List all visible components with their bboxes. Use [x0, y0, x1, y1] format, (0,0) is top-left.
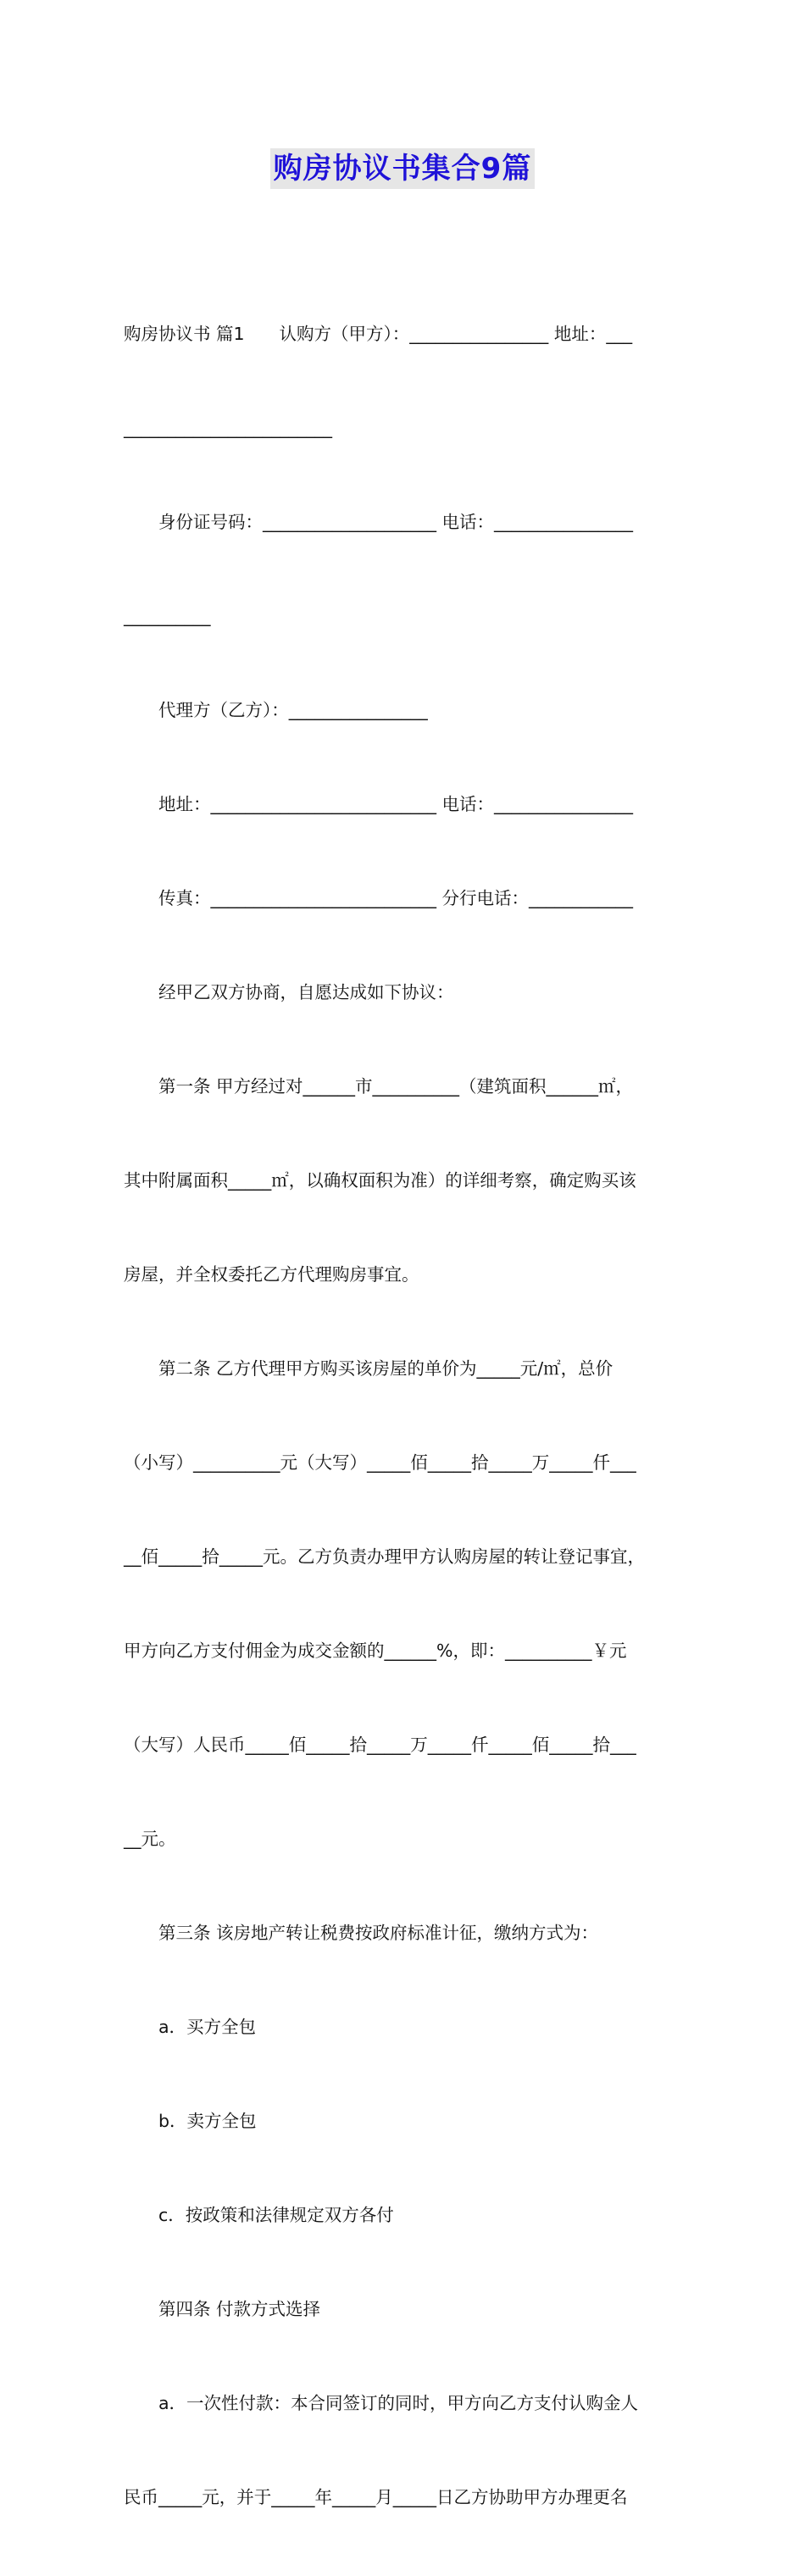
text-line: 甲方向乙方支付佣金为成交金额的______%，即：__________￥元 [124, 1641, 627, 1661]
document-title: 购房协议书集合9篇 [270, 148, 536, 189]
text-line: __佰_____拾_____元。乙方负责办理甲方认购房屋的转让登记事宜， [124, 1546, 645, 1567]
title-container [0, 148, 805, 189]
text-line: c．按政策和法律规定双方各付 [124, 2205, 394, 2225]
text-line: （小写）__________元（大写）_____佰_____拾_____万_____仟___ [124, 1452, 636, 1473]
text-line: 身份证号码：____________________ 电话：________________ [124, 512, 634, 532]
text-line: 第一条 甲方经过对______市__________（建筑面积______㎡， [124, 1076, 634, 1096]
document-body [124, 256, 686, 2576]
text-line: 购房协议书 篇1 认购方（甲方）：________________ 地址：___ [124, 324, 633, 344]
text-line: 第二条 乙方代理甲方购买该房屋的单价为_____元/㎡，总价 [124, 1358, 613, 1379]
text-line: b．卖方全包 [124, 2111, 257, 2131]
text-line: __元。 [124, 1829, 176, 1849]
text-line: 民币_____元，并于_____年_____月_____日乙方协助甲方办理更名 [124, 2487, 628, 2507]
text-line: __________ [124, 606, 211, 626]
text-line: （大写）人民币_____佰_____拾_____万_____仟_____佰_____拾___ [124, 1735, 636, 1755]
text-line: ________________________ [124, 418, 332, 438]
text-line: 第四条 付款方式选择 [124, 2299, 321, 2319]
text-line: 经甲乙双方协商，自愿达成如下协议： [124, 982, 454, 1002]
text-line: a．一次性付款：本合同签订的同时，甲方向乙方支付认购金人 [124, 2393, 639, 2413]
text-line: 房屋，并全权委托乙方代理购房事宜。 [124, 1264, 419, 1285]
text-line: 代理方（乙方）：________________ [124, 700, 428, 720]
text-line: a．买方全包 [124, 2017, 257, 2037]
text-line: 传真：__________________________ 分行电话：____________ [124, 888, 634, 908]
text-line: 第三条 该房地产转让税费按政府标准计征，缴纳方式为： [124, 1923, 599, 1943]
text-line: 地址：__________________________ 电话：________________ [124, 794, 634, 814]
text-line: 其中附属面积_____㎡，以确权面积为准）的详细考察，确定购买该 [124, 1170, 636, 1191]
